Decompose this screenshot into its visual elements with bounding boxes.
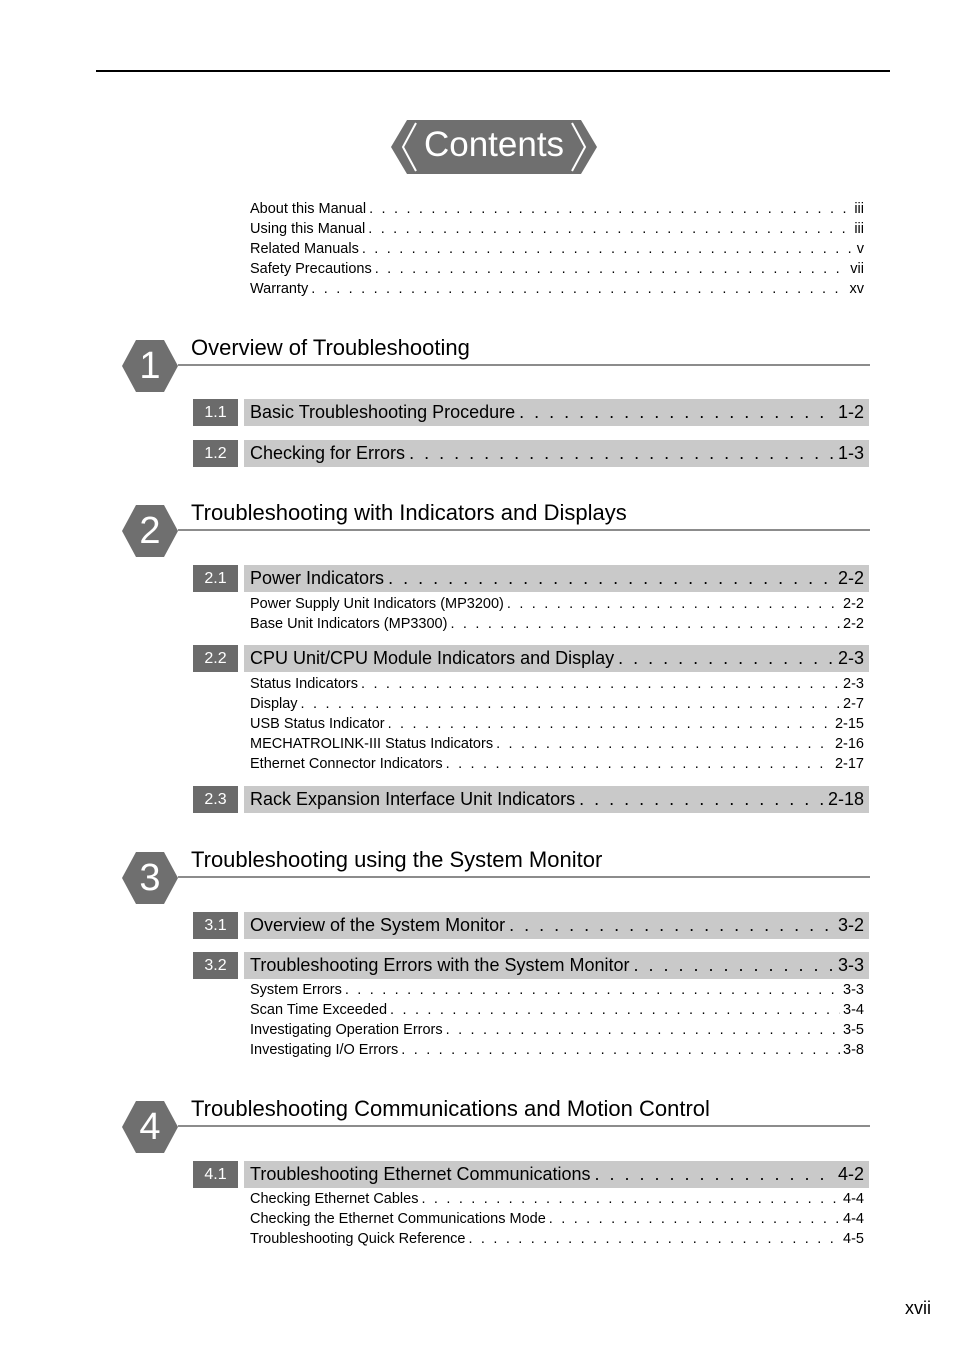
entry-label: Checking Ethernet Cables: [250, 1191, 419, 1207]
subsection-list: [250, 594, 864, 634]
entry-label: Warranty: [250, 281, 309, 297]
chapter-rule: [178, 529, 870, 531]
section-number: 2.1: [193, 565, 238, 592]
section-bar: [244, 1161, 869, 1188]
leader-dots: [595, 1164, 834, 1185]
entry-label: System Errors: [250, 982, 342, 998]
toc-entry[interactable]: [250, 1000, 864, 1020]
leader-dots: [519, 402, 834, 423]
entry-page: 2-2: [843, 596, 864, 612]
toc-entry[interactable]: [250, 1189, 864, 1209]
section-page: 2-18: [827, 789, 864, 809]
toc-entry[interactable]: [250, 1040, 864, 1060]
entry-page: 3-4: [843, 1002, 864, 1018]
section-row[interactable]: [193, 912, 869, 939]
chapter-number-badge: [122, 338, 178, 394]
chapter-number: 4: [139, 1106, 161, 1148]
leader-dots: [450, 614, 840, 634]
chapter-rule: [178, 1125, 870, 1127]
toc-entry[interactable]: [250, 199, 864, 219]
entry-label: Using this Manual: [250, 221, 366, 237]
section-number: 1.2: [193, 440, 238, 467]
toc-entry[interactable]: [250, 1229, 864, 1249]
entry-page: 4-4: [843, 1191, 864, 1207]
section-number: 4.1: [193, 1161, 238, 1188]
toc-entry[interactable]: [250, 734, 864, 754]
chapter-title[interactable]: Troubleshooting with Indicators and Displays: [191, 500, 627, 525]
entry-page: 3-8: [843, 1042, 864, 1058]
section-title: Checking for Errors: [250, 443, 406, 463]
chapter-title[interactable]: Overview of Troubleshooting: [191, 335, 470, 360]
leader-dots: [446, 1020, 840, 1040]
leader-dots: [409, 443, 834, 464]
chapter-number: 1: [139, 345, 161, 387]
entry-page: 2-2: [843, 616, 864, 632]
toc-entry[interactable]: [250, 219, 864, 239]
toc-entry[interactable]: [250, 1020, 864, 1040]
subsection-list: [250, 1189, 864, 1249]
subsection-list: [250, 980, 864, 1060]
page-title: Contents: [423, 125, 565, 164]
section-title: Basic Troubleshooting Procedure: [250, 402, 516, 422]
section-page: 1-3: [837, 443, 864, 463]
section-bar: [244, 565, 869, 592]
section-title: Troubleshooting Ethernet Communications: [250, 1164, 591, 1184]
entry-page: vii: [850, 261, 864, 277]
leader-dots: [507, 594, 840, 614]
entry-page: iii: [854, 221, 864, 237]
toc-entry[interactable]: [250, 594, 864, 614]
toc-entry[interactable]: [250, 1209, 864, 1229]
leader-dots: [579, 789, 824, 810]
section-row[interactable]: [193, 952, 869, 979]
leader-dots: [446, 754, 832, 774]
entry-page: 2-3: [843, 676, 864, 692]
section-number: 3.1: [193, 912, 238, 939]
entry-page: 3-3: [843, 982, 864, 998]
section-row[interactable]: [193, 786, 869, 813]
section-page: 3-2: [837, 915, 864, 935]
chapter-number-badge: [122, 1099, 178, 1155]
chapter-number-badge: [122, 503, 178, 559]
leader-dots: [345, 980, 840, 1000]
section-number: 3.2: [193, 952, 238, 979]
section-number: 2.3: [193, 786, 238, 813]
leader-dots: [301, 694, 840, 714]
entry-label: Scan Time Exceeded: [250, 1002, 388, 1018]
section-page: 1-2: [837, 402, 864, 422]
leader-dots: [618, 648, 834, 669]
toc-entry[interactable]: [250, 279, 864, 299]
leader-dots: [496, 734, 832, 754]
subsection-list: [250, 674, 864, 774]
chapter-number: 3: [139, 857, 161, 899]
contents-badge: [391, 120, 597, 174]
leader-dots: [369, 199, 851, 219]
entry-page: 4-4: [843, 1211, 864, 1227]
entry-label: Investigating I/O Errors: [250, 1042, 399, 1058]
entry-label: MECHATROLINK-III Status Indicators: [250, 736, 494, 752]
entry-page: 2-15: [834, 716, 864, 732]
entry-label: Base Unit Indicators (MP3300): [250, 616, 448, 632]
leader-dots: [361, 674, 840, 694]
entry-label: USB Status Indicator: [250, 716, 385, 732]
leader-dots: [634, 955, 834, 976]
section-page: 2-3: [837, 648, 864, 668]
section-title: Overview of the System Monitor: [250, 915, 506, 935]
section-bar: [244, 786, 869, 813]
section-page: 4-2: [837, 1164, 864, 1184]
section-number: 2.2: [193, 645, 238, 672]
entry-label: Related Manuals: [250, 241, 359, 257]
entry-label: Checking the Ethernet Communications Mode: [250, 1211, 546, 1227]
section-row[interactable]: [193, 1161, 869, 1188]
entry-page: 2-16: [834, 736, 864, 752]
section-page: 2-2: [837, 568, 864, 588]
chapter-rule: [178, 364, 870, 366]
front-matter-list: [250, 199, 864, 299]
toc-entry[interactable]: [250, 239, 864, 259]
entry-label: Power Supply Unit Indicators (MP3200): [250, 596, 504, 612]
leader-dots: [509, 915, 834, 936]
toc-entry[interactable]: [250, 714, 864, 734]
toc-entry[interactable]: [250, 754, 864, 774]
section-page: 3-3: [837, 955, 864, 975]
entry-page: 4-5: [843, 1231, 864, 1247]
section-bar: [244, 399, 869, 426]
page-number: xvii: [905, 1298, 931, 1318]
entry-page: v: [856, 241, 864, 257]
leader-dots: [375, 259, 848, 279]
section-title: CPU Unit/CPU Module Indicators and Display: [250, 648, 615, 668]
section-title: Troubleshooting Errors with the System Monitor: [250, 955, 630, 975]
entry-page: 2-17: [834, 756, 864, 772]
leader-dots: [368, 219, 851, 239]
top-rule: [96, 70, 890, 72]
section-row[interactable]: [193, 399, 869, 426]
chapter-title[interactable]: Troubleshooting using the System Monitor: [191, 847, 603, 872]
entry-page: xv: [849, 281, 864, 297]
chapter-number: 2: [139, 510, 161, 552]
toc-entry[interactable]: [250, 674, 864, 694]
entry-label: Display: [250, 696, 298, 712]
leader-dots: [390, 1000, 840, 1020]
entry-page: 2-7: [843, 696, 864, 712]
entry-label: Ethernet Connector Indicators: [250, 756, 443, 772]
entry-label: Troubleshooting Quick Reference: [250, 1231, 466, 1247]
section-row[interactable]: [193, 565, 869, 592]
leader-dots: [388, 568, 834, 589]
chapter-title[interactable]: Troubleshooting Communications and Motion Control: [191, 1096, 710, 1121]
section-row[interactable]: [193, 645, 869, 672]
leader-dots: [311, 279, 846, 299]
leader-dots: [468, 1229, 840, 1249]
entry-label: Investigating Operation Errors: [250, 1022, 443, 1038]
section-row[interactable]: [193, 440, 869, 467]
leader-dots: [421, 1189, 840, 1209]
section-bar: [244, 952, 869, 979]
entry-label: Status Indicators: [250, 676, 358, 692]
entry-label: Safety Precautions: [250, 261, 372, 277]
section-bar: [244, 912, 869, 939]
toc-entry[interactable]: [250, 614, 864, 634]
section-title: Rack Expansion Interface Unit Indicators: [250, 789, 576, 809]
section-bar: [244, 645, 869, 672]
toc-entry[interactable]: [250, 259, 864, 279]
entry-label: About this Manual: [250, 201, 367, 217]
section-title: Power Indicators: [250, 568, 385, 588]
toc-entry[interactable]: [250, 980, 864, 1000]
chapter-rule: [178, 876, 870, 878]
entry-page: iii: [854, 201, 864, 217]
leader-dots: [362, 239, 854, 259]
entry-page: 3-5: [843, 1022, 864, 1038]
leader-dots: [401, 1040, 840, 1060]
section-bar: [244, 440, 869, 467]
leader-dots: [549, 1209, 840, 1229]
chapter-number-badge: [122, 850, 178, 906]
section-number: 1.1: [193, 399, 238, 426]
leader-dots: [388, 714, 832, 734]
toc-entry[interactable]: [250, 694, 864, 714]
